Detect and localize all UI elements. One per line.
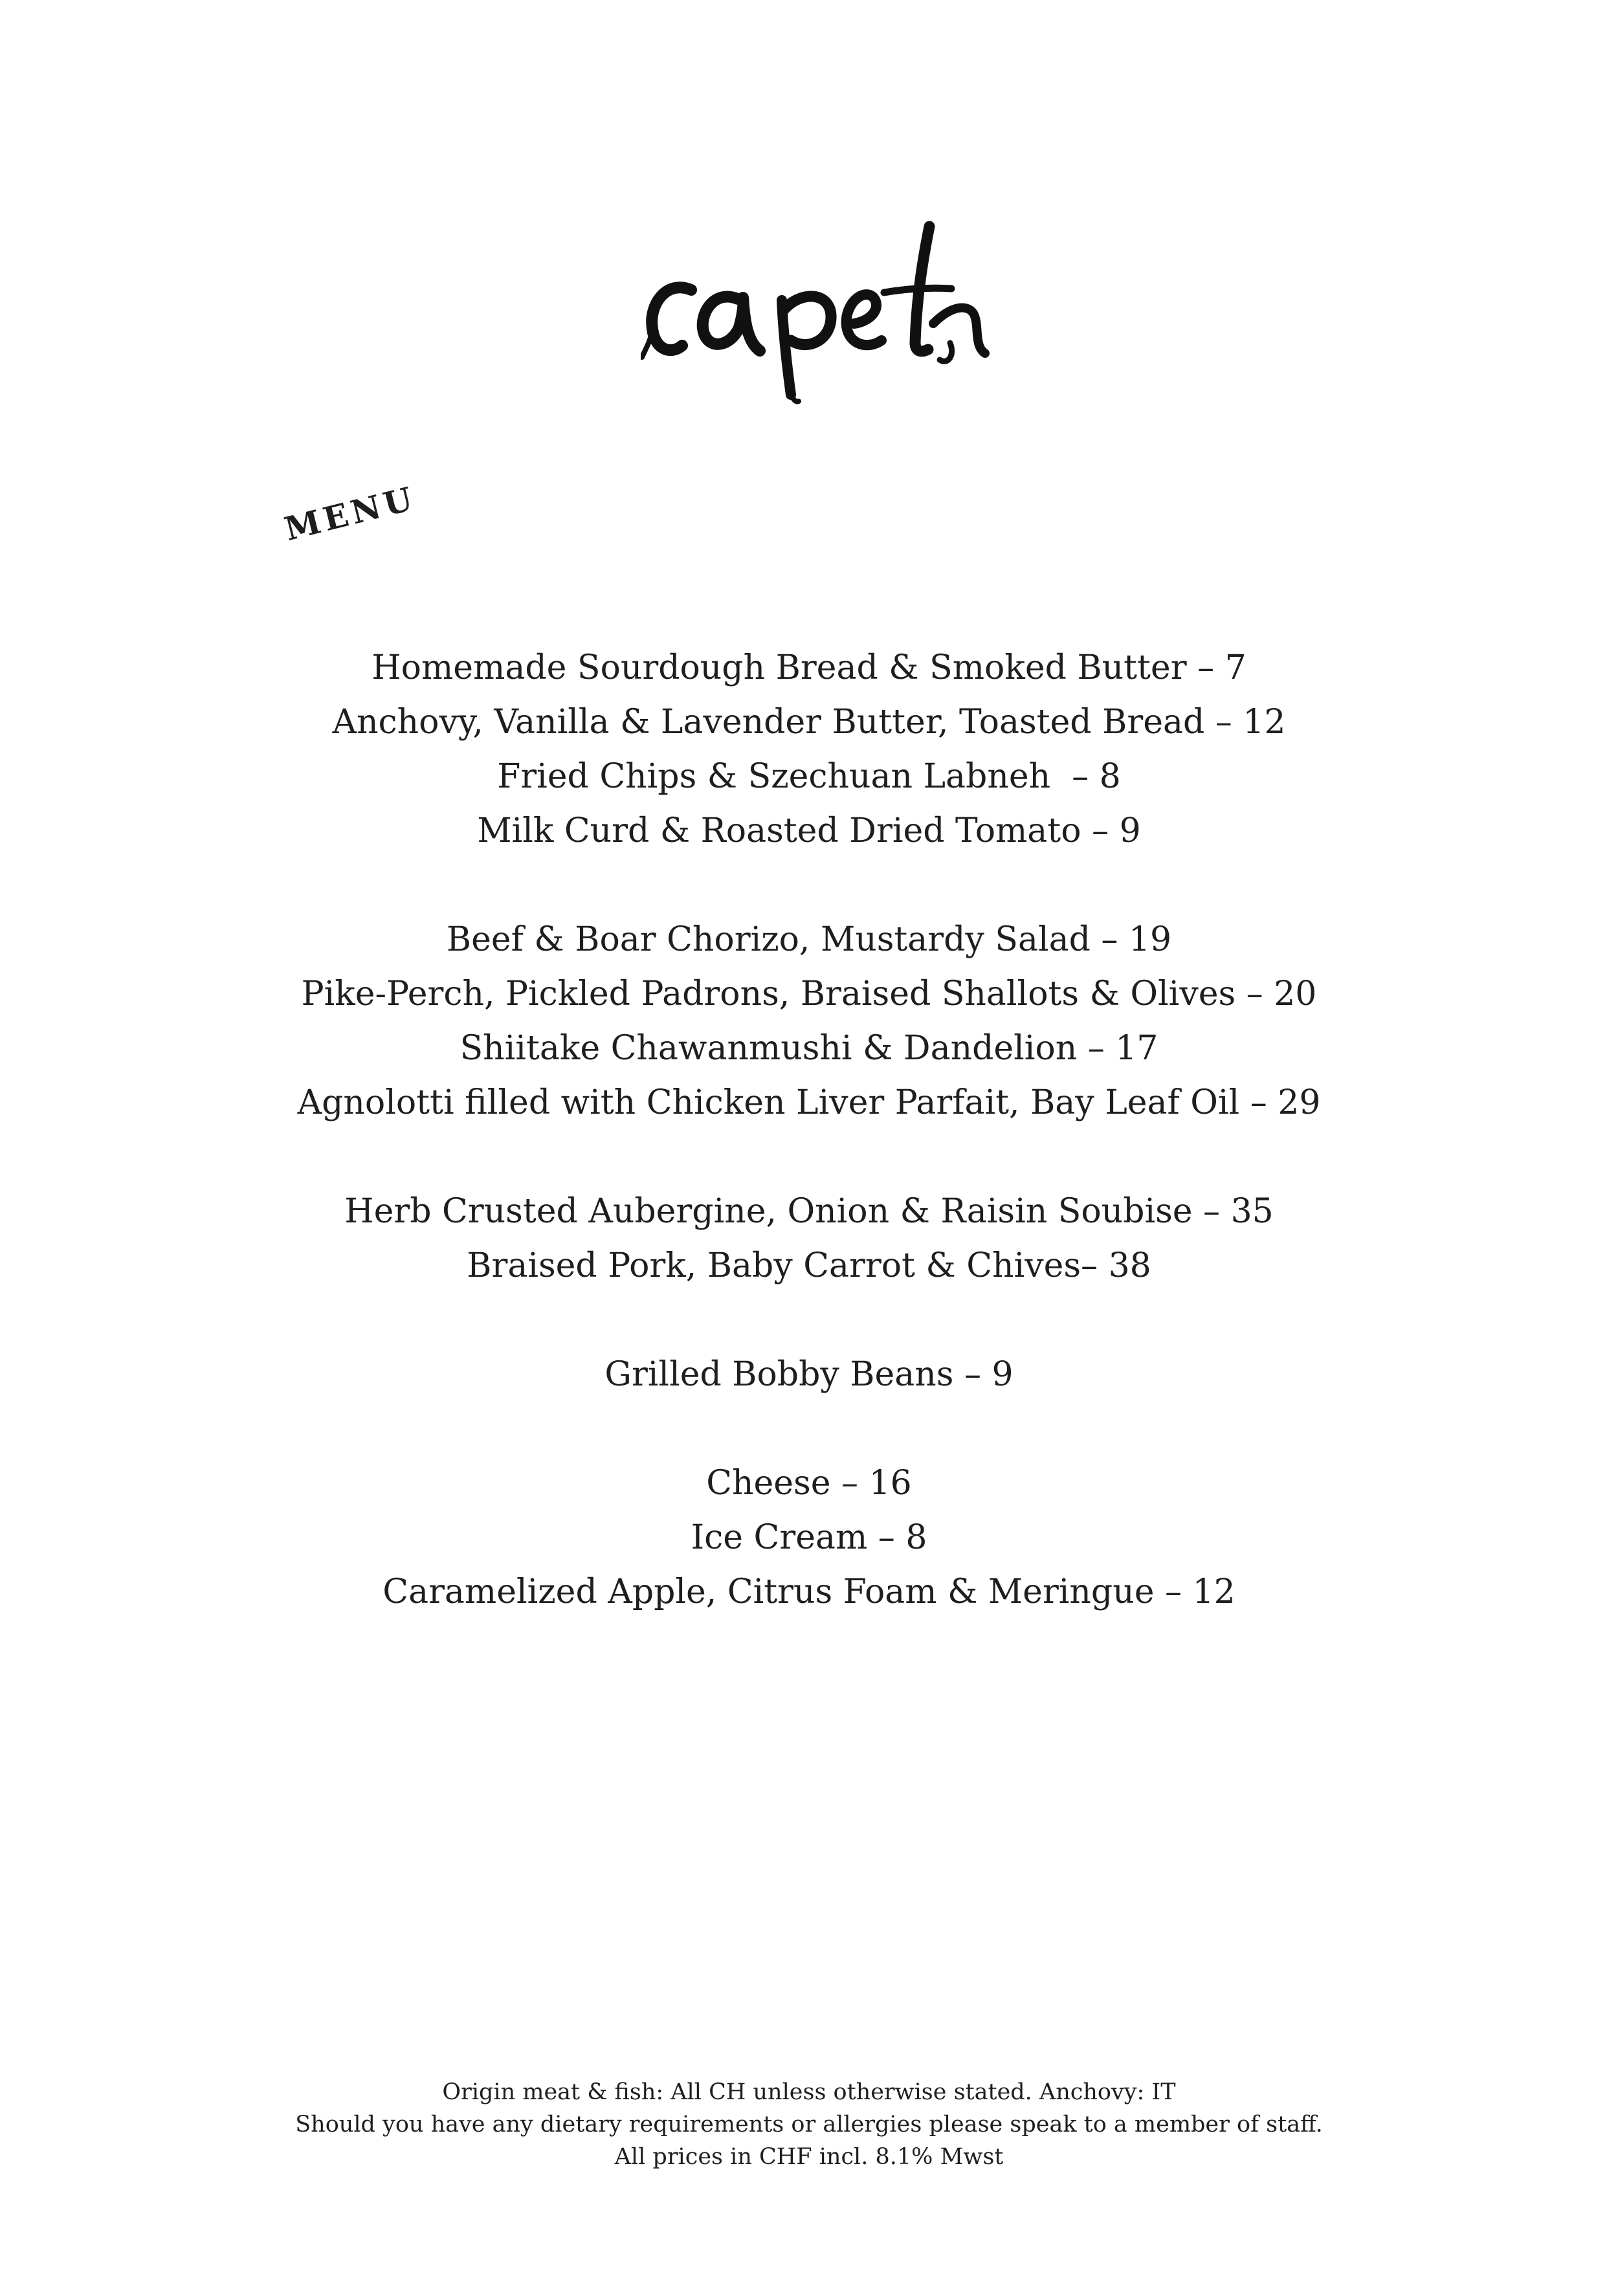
menu-item: Anchovy, Vanilla & Lavender Butter, Toasted Bread – 12 — [332, 703, 1286, 742]
menu-section-mains — [0, 1184, 1618, 1293]
menu-item: Beef & Boar Chorizo, Mustardy Salad – 19 — [446, 920, 1172, 959]
footer-notes — [0, 2076, 1618, 2173]
menu-item: Ice Cream – 8 — [691, 1518, 927, 1557]
menu-item: Fried Chips & Szechuan Labneh – 8 — [497, 757, 1121, 796]
menu-item: Homemade Sourdough Bread & Smoked Butter – 7 — [371, 648, 1247, 687]
menu-item: Agnolotti filled with Chicken Liver Parfait, Bay Leaf Oil – 29 — [297, 1083, 1321, 1122]
origin-note: Origin meat & fish: All CH unless otherwise stated. Anchovy: IT — [442, 2079, 1176, 2105]
menu-item: Milk Curd & Roasted Dried Tomato – 9 — [477, 811, 1141, 850]
allergy-note: Should you have any dietary requirements or allergies please speak to a member of staff. — [295, 2112, 1323, 2137]
menu-heading: MENU — [280, 478, 420, 548]
menu-item: Herb Crusted Aubergine, Onion & Raisin Soubise – 35 — [344, 1192, 1274, 1231]
menu-section-sides — [0, 1347, 1618, 1402]
menu-item: Cheese – 16 — [706, 1464, 912, 1503]
menu-item: Pike-Perch, Pickled Padrons, Braised Shallots & Olives – 20 — [301, 975, 1317, 1013]
menu-section-desserts — [0, 1456, 1618, 1619]
menu-list — [0, 641, 1618, 1673]
capet-logo-icon — [641, 207, 990, 408]
capet-logo — [641, 207, 990, 408]
menu-item: Grilled Bobby Beans – 9 — [604, 1355, 1014, 1394]
menu-item: Caramelized Apple, Citrus Foam & Meringue – 12 — [382, 1573, 1236, 1611]
menu-section-starters — [0, 641, 1618, 858]
menu-section-small-plates — [0, 912, 1618, 1130]
menu-item: Braised Pork, Baby Carrot & Chives– 38 — [467, 1246, 1151, 1285]
menu-item: Shiitake Chawanmushi & Dandelion – 17 — [460, 1029, 1158, 1068]
price-note: All prices in CHF incl. 8.1% Mwst — [614, 2144, 1004, 2170]
